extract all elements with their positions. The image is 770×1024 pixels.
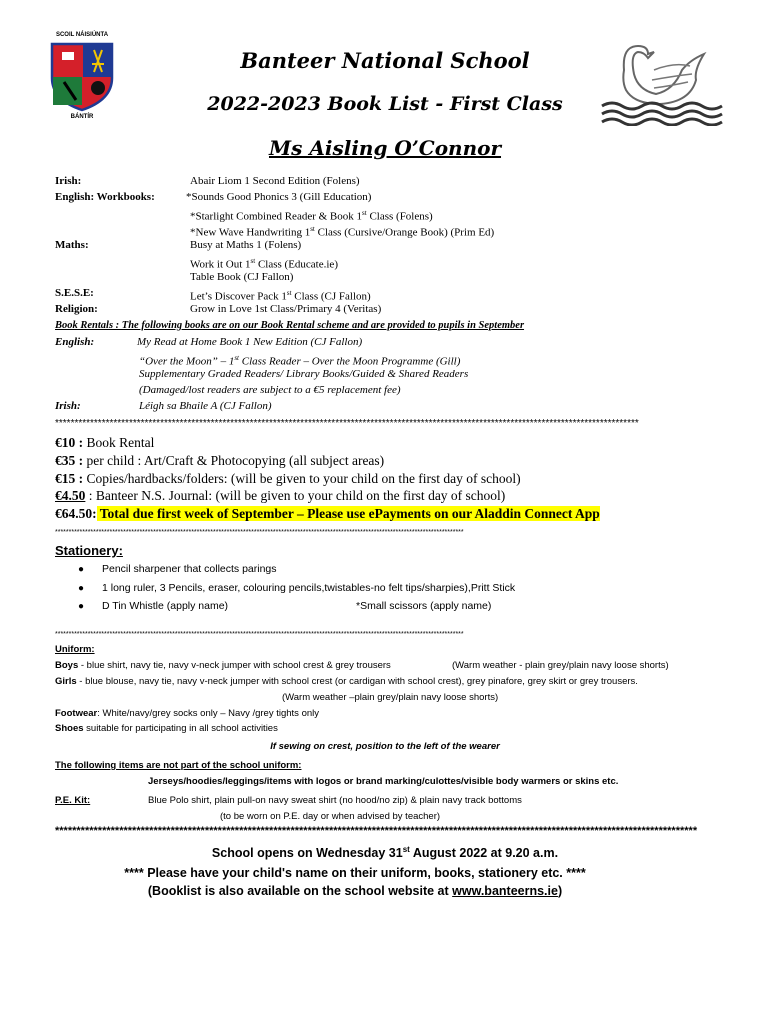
website-line xyxy=(0,884,710,898)
boys-label: Boys xyxy=(55,660,79,671)
opens-sup: st xyxy=(402,845,410,854)
pe-text: Blue Polo shirt, plain pull-on navy sweat shirt (no hood/no zip) & plain navy track bottoms xyxy=(148,795,522,806)
fee-line xyxy=(55,488,505,504)
stationery-extra: *Small scissors (apply name) xyxy=(356,600,492,612)
rentals-irish-label: Irish: xyxy=(55,400,81,412)
total-line xyxy=(55,506,600,522)
teacher-name-title: Ms Aisling O’Connor xyxy=(268,136,502,160)
uniform-boys xyxy=(55,659,391,672)
sup-st: st xyxy=(234,354,239,362)
uniform-girls xyxy=(55,675,638,688)
fee-text: per child : Art/Craft & Photocopying (all subject areas) xyxy=(83,453,385,468)
sese-label: S.E.S.E: xyxy=(55,287,94,299)
website-link[interactable]: www.banteerns.ie xyxy=(452,884,558,898)
rentals-english-2-text-b: Class Reader – Over the Moon Programme (Gill) xyxy=(239,355,461,368)
fee-text: : Banteer N.S. Journal: (will be given to your child on the first day of school) xyxy=(85,488,506,503)
bullet-icon: ● xyxy=(78,583,85,594)
sese-book-text-b: Class (CJ Fallon) xyxy=(291,290,371,303)
fee-amount: €15 : xyxy=(55,471,84,486)
english-book-2-text: *Starlight Combined Reader & Book 1 xyxy=(190,210,363,223)
fee-amount: €10 : xyxy=(55,435,84,450)
stationery-item: D Tin Whistle (apply name) xyxy=(102,600,229,612)
girls-text: - blue blouse, navy tie, navy v-neck jumper with school crest (or cardigan with school crest), grey pinafore, grey skirt or grey trousers. xyxy=(76,676,638,687)
religion-book: Grow in Love 1st Class/Primary 4 (Veritas) xyxy=(190,303,382,315)
not-part-items: Jerseys/hoodies/leggings/items with logos or brand marking/culottes/visible body warmers or skins etc. xyxy=(148,776,619,787)
bullet-icon: ● xyxy=(78,564,85,575)
english-label: English: Workbooks: xyxy=(55,191,155,203)
stationery-item: 1 long ruler, 3 Pencils, eraser, colouring pencils,twistables-no felt tips/sharpies),Pritt Stick xyxy=(102,582,516,594)
irish-book: Abair Liom 1 Second Edition (Folens) xyxy=(190,175,360,187)
rentals-english-1: My Read at Home Book 1 New Edition (CJ Fallon) xyxy=(137,336,363,348)
sup-st: st xyxy=(286,289,292,297)
books-section xyxy=(0,173,770,318)
sup-st: st xyxy=(310,225,315,233)
rentals-section xyxy=(0,318,770,418)
school-opens-line xyxy=(0,845,770,860)
fee-line xyxy=(55,471,521,487)
maths-book-3: Table Book (CJ Fallon) xyxy=(190,271,294,283)
website-text-b: ) xyxy=(557,884,563,898)
pe-note: (to be worn on P.E. day or when advised by teacher) xyxy=(220,811,441,822)
bullet-icon: ● xyxy=(78,601,85,612)
sup-st: st xyxy=(362,209,367,217)
fee-line xyxy=(55,435,154,451)
footwear-label: Footwear xyxy=(55,708,98,719)
rentals-english-4: (Damaged/lost readers are subject to a €5 replacement fee) xyxy=(139,384,401,396)
irish-label: Irish: xyxy=(55,175,82,187)
divider-stars: ****************************************************************************************************************************************************** xyxy=(55,631,464,638)
boys-text: - blue shirt, navy tie, navy v-neck jumper with school crest & grey trousers xyxy=(78,660,391,671)
english-book-3-text: *New Wave Handwriting 1 xyxy=(190,226,311,239)
footwear-text: : White/navy/grey socks only – Navy /grey tights only xyxy=(97,708,319,719)
uniform-boys-warm: (Warm weather - plain grey/plain navy loose shorts) xyxy=(452,660,669,671)
sup-st: st xyxy=(250,257,256,265)
pe-label: P.E. Kit: xyxy=(55,795,91,806)
opens-text: School opens on Wednesday 31 xyxy=(211,846,403,861)
shoes-label: Shoes xyxy=(55,723,84,734)
divider-stars: ****************************************************************************************************************************************************** xyxy=(55,529,464,536)
girls-label: Girls xyxy=(55,676,77,687)
crest-note: If sewing on crest, position to the left of the wearer xyxy=(270,741,500,752)
fee-amount: €35 : xyxy=(55,453,84,468)
maths-book-1: Busy at Maths 1 (Folens) xyxy=(190,239,302,251)
stationery-heading: Stationery: xyxy=(55,543,123,558)
sese-book-text: Let’s Discover Pack 1 xyxy=(190,290,287,303)
fee-line xyxy=(55,453,384,469)
english-book-3-text-b: Class (Cursive/Orange Book) (Prim Ed) xyxy=(314,226,495,239)
maths-book-2-text-b: Class (Educate.ie) xyxy=(255,258,338,271)
fee-amount: €4.50 xyxy=(55,488,86,503)
english-book-2-text-b: Class (Folens) xyxy=(366,210,433,223)
rentals-heading: Book Rentals : The following books are on our Book Rental scheme and are provided to pupils in September xyxy=(55,320,525,331)
rentals-english-3: Supplementary Graded Readers/ Library Books/Guided & Shared Readers xyxy=(139,368,469,380)
opens-text-b: August 2022 at 9.20 a.m. xyxy=(409,846,559,861)
website-text: (Booklist is also available on the school website at xyxy=(147,884,453,898)
uniform-footwear xyxy=(55,707,319,720)
crest-top-text: SCOIL NÁISIÚNTA xyxy=(55,32,109,38)
fee-text: Copies/hardbacks/folders: (will be given to your child on the first day of school) xyxy=(83,471,521,486)
stationery-item: Pencil sharpener that collects parings xyxy=(102,563,277,575)
religion-label: Religion: xyxy=(55,303,98,315)
fee-text: Book Rental xyxy=(83,435,155,450)
booklist-title: 2022-2023 Book List - First Class xyxy=(207,93,563,115)
uniform-heading: Uniform: xyxy=(55,644,95,655)
rentals-irish-1: Léigh sa Bhaile A (CJ Fallon) xyxy=(139,400,272,412)
not-part-heading: The following items are not part of the school uniform: xyxy=(55,760,302,771)
uniform-shoes xyxy=(55,722,278,735)
rentals-english-label: English: xyxy=(55,336,95,348)
english-book-1: *Sounds Good Phonics 3 (Gill Education) xyxy=(186,191,372,203)
rentals-english-2-text: “Over the Moon” – 1 xyxy=(139,355,235,368)
total-amount: €64.50: xyxy=(55,506,97,521)
uniform-girls-warm: (Warm weather –plain grey/plain navy loose shorts) xyxy=(282,692,499,703)
divider-stars: ****************************************************************************************************************************************************** xyxy=(55,826,698,836)
total-text: Total due first week of September – Please use ePayments on our Aladdin Connect App xyxy=(96,506,600,521)
school-name-title: Banteer National School xyxy=(240,48,530,73)
divider-stars: ****************************************************************************************************************************************************** xyxy=(55,419,639,429)
crest-bottom-text: BÁNTÍR xyxy=(70,114,94,120)
maths-book-2-text: Work it Out 1 xyxy=(190,258,251,271)
name-note-line: **** Please have your child's name on their uniform, books, stationery etc. **** xyxy=(124,866,586,880)
maths-label: Maths: xyxy=(55,239,89,251)
shoes-text: suitable for participating in all school activities xyxy=(83,723,278,734)
